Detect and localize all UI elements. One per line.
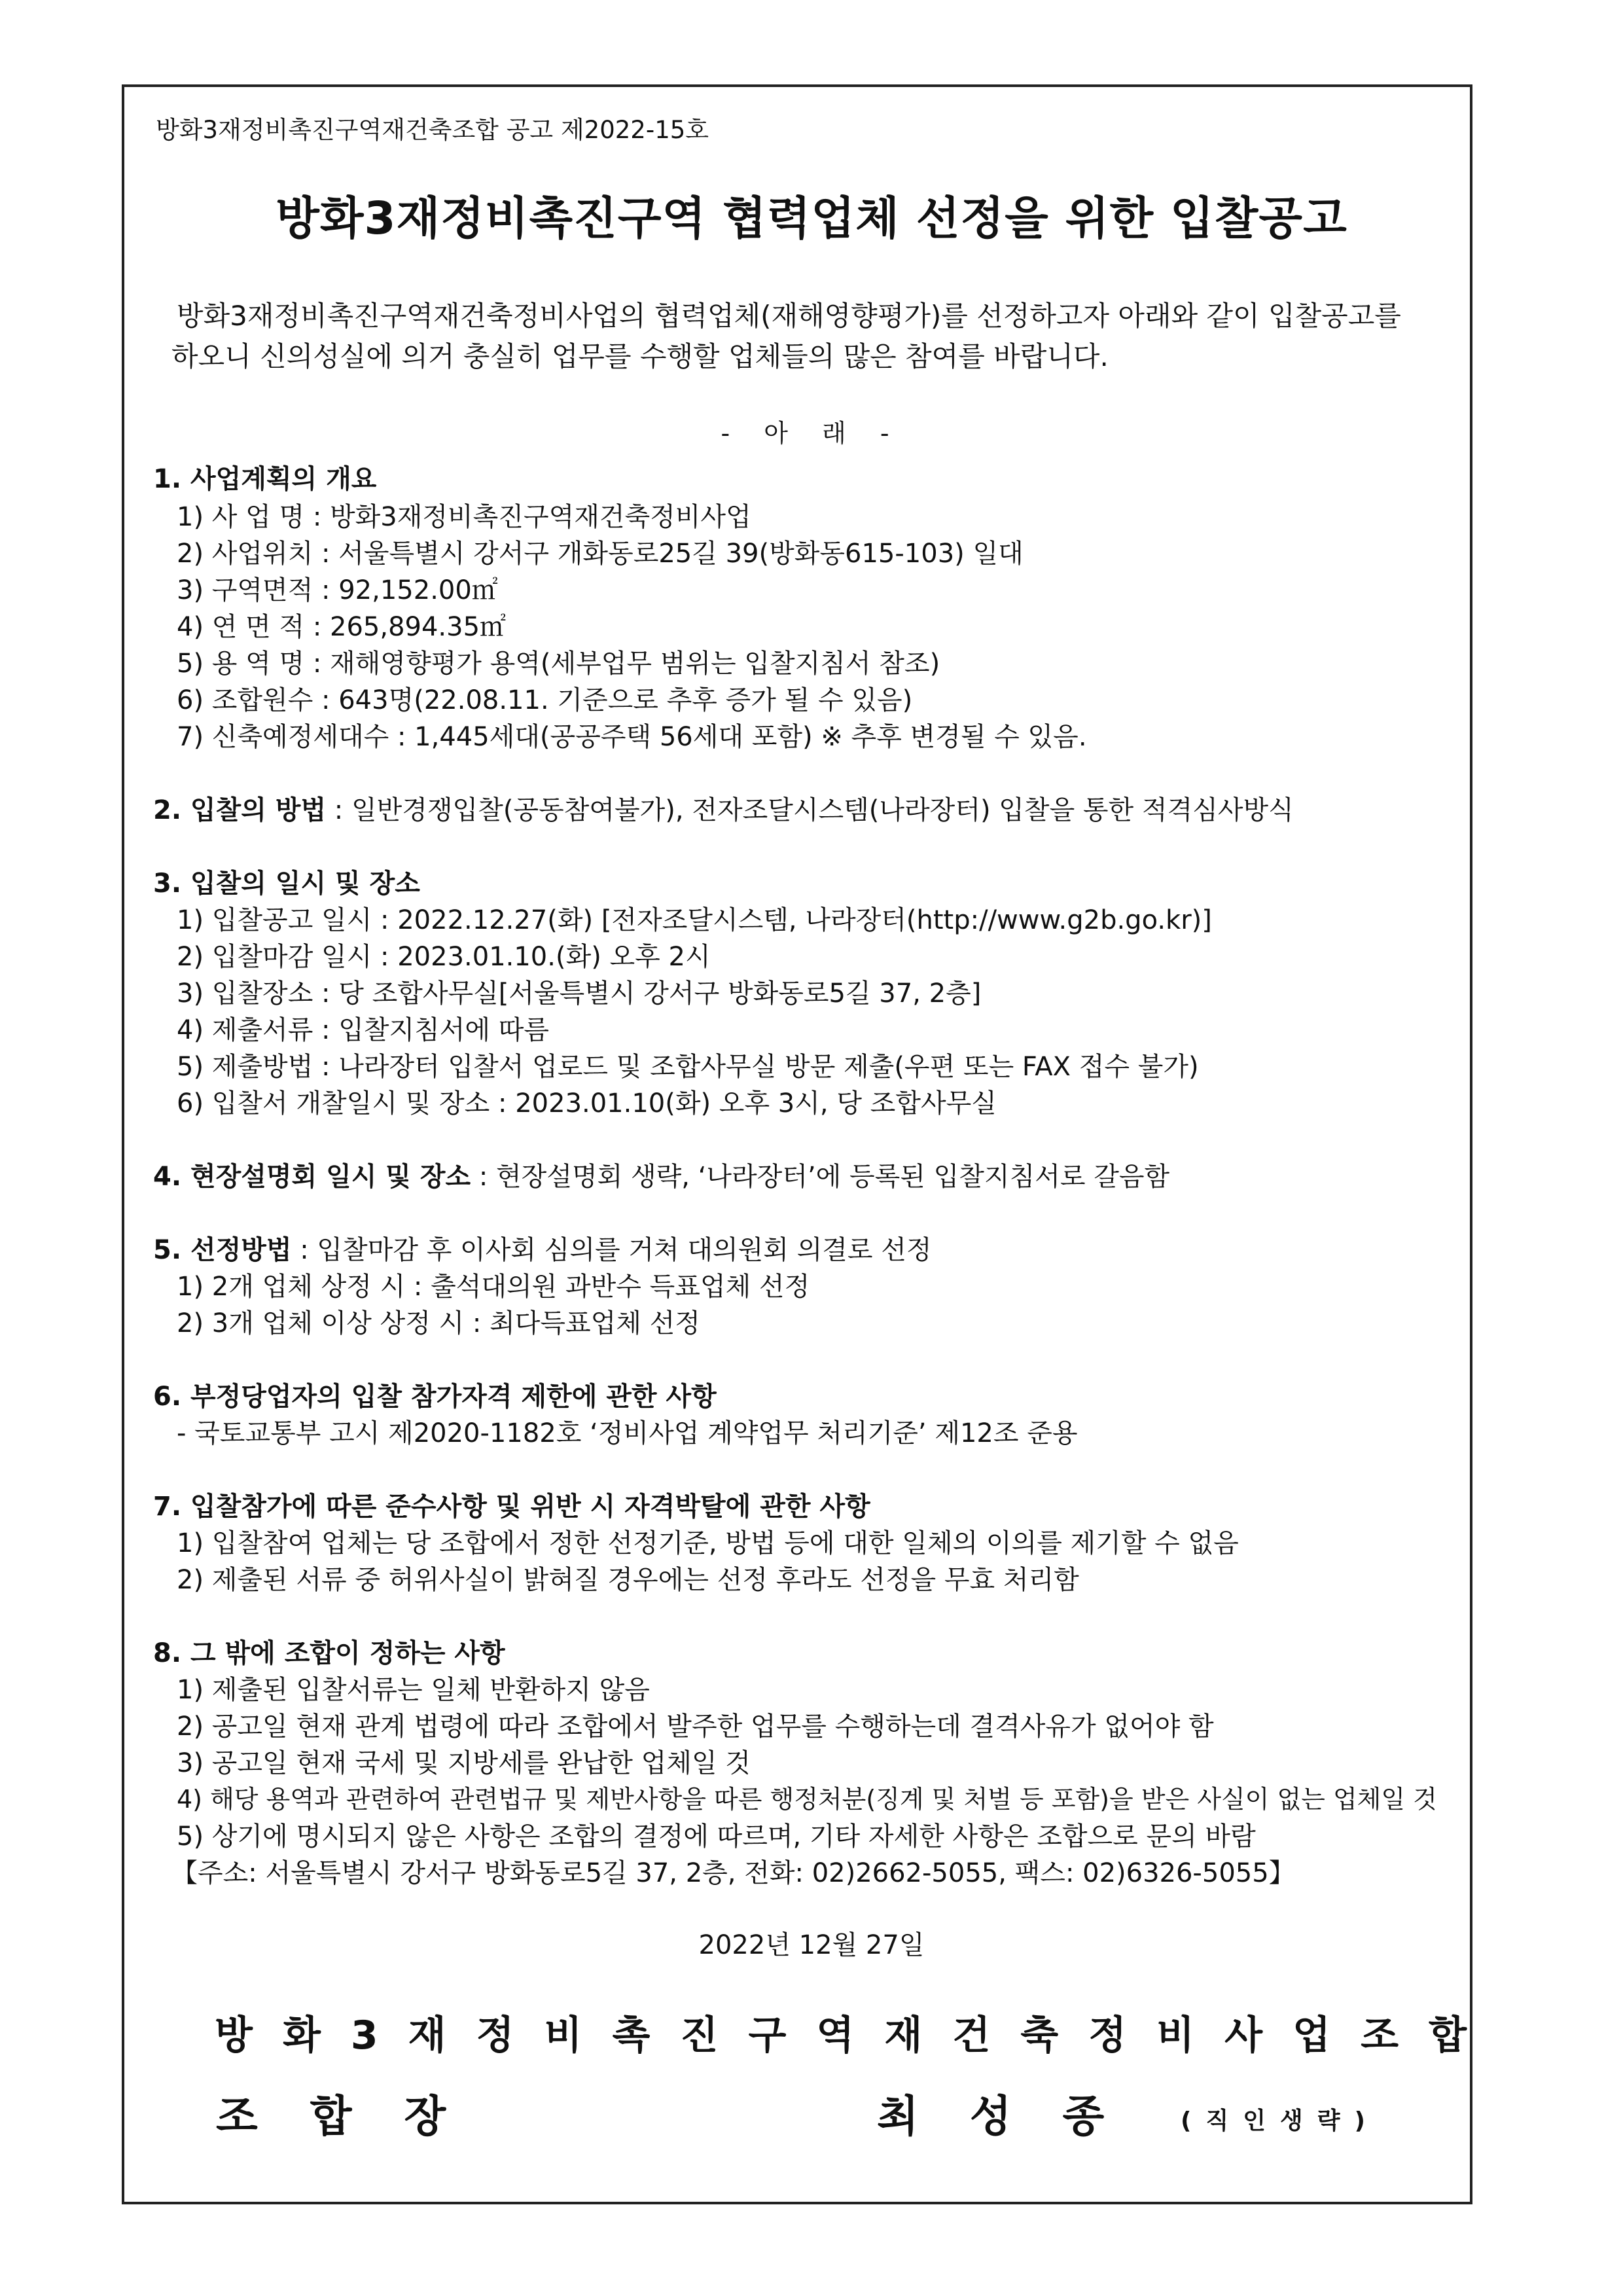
section-2: [153, 789, 1294, 827]
section-6-item: - 국토교통부 고시 제2020-1182호 ‘정비사업 계약업무 처리기준’ 제12조 준용: [177, 1418, 1078, 1448]
section-8-item: 4) 해당 용역과 관련하여 관련법규 및 제반사항을 따른 행정처분(징계 및 처벌 등 포함)을 받은 사실이 없는 업체일 것: [177, 1785, 1437, 1814]
section-3-item: 2) 입찰마감 일시 : 2023.01.10.(화) 오후 2시: [177, 942, 711, 972]
section-2-text: : 일반경쟁입찰(공동참여불가), 전자조달시스템(나라장터) 입찰을 통한 적격심사방식: [326, 795, 1294, 825]
section-1-item: 5) 용 역 명 : 재해영향평가 용역(세부업무 범위는 입찰지침서 참조): [177, 649, 940, 679]
section-4-text: : 현장설명회 생략, ‘나라장터’에 등록된 입찰지침서로 갈음함: [471, 1162, 1170, 1192]
section-8-item: 5) 상기에 명시되지 않은 사항은 조합의 결정에 따르며, 기타 자세한 사항은 조합으로 문의 바람: [177, 1821, 1256, 1852]
signatory-name: 최성종: [877, 2091, 1156, 2142]
section-3-item: 5) 제출방법 : 나라장터 입찰서 업로드 및 조합사무실 방문 제출(우편 또는 FAX 접수 불가): [177, 1052, 1199, 1082]
intro-line-2: 하오니 신의성실에 의거 충실히 업무를 수행할 업체들의 많은 참여를 바랍니다.: [171, 340, 1109, 372]
section-5: [153, 1229, 932, 1266]
section-3-item: 1) 입찰공고 일시 : 2022.12.27(화) [전자조달시스템, 나라장터(http://www.g2b.go.kr)]: [177, 905, 1212, 935]
section-1-heading: 1. 사업계획의 개요: [153, 464, 377, 494]
section-1-item: 6) 조합원수 : 643명(22.08.11. 기준으로 추후 증가 될 수 있음): [177, 685, 913, 715]
section-6-heading: 6. 부정당업자의 입찰 참가자격 제한에 관한 사항: [153, 1382, 717, 1412]
signatory-role: 조합장: [216, 2091, 499, 2142]
section-5-text: : 입찰마감 후 이사회 심의를 거쳐 대의원회 의결로 선정: [291, 1235, 932, 1265]
intro-line-1: 방화3재정비촉진구역재건축정비사업의 협력업체(재해영향평가)를 선정하고자 아래와 같이 입찰공고를: [177, 300, 1401, 332]
section-4-heading: 4. 현장설명회 일시 및 장소: [153, 1162, 471, 1192]
notice-number: 방화3재정비촉진구역재건축조합 공고 제2022-15호: [156, 116, 709, 144]
section-3-item: 6) 입찰서 개찰일시 및 장소 : 2023.01.10(화) 오후 3시, 당 조합사무실: [177, 1088, 997, 1119]
section-7-item: 2) 제출된 서류 중 허위사실이 밝혀질 경우에는 선정 후라도 선정을 무효 처리함: [177, 1565, 1079, 1595]
section-8-item: 3) 공고일 현재 국세 및 지방세를 완납한 업체일 것: [177, 1748, 751, 1778]
section-1-item: 2) 사업위치 : 서울특별시 강서구 개화동로25길 39(방화동615-103) 일대: [177, 539, 1024, 569]
section-3-item: 4) 제출서류 : 입찰지침서에 따름: [177, 1015, 550, 1045]
section-1-item: 3) 구역면적 : 92,152.00㎡: [177, 575, 498, 605]
section-8-item: 2) 공고일 현재 관계 법령에 따라 조합에서 발주한 업무를 수행하는데 결격사유가 없어야 함: [177, 1712, 1214, 1742]
section-7-item: 1) 입찰참여 업체는 당 조합에서 정한 선정기준, 방법 등에 대한 일체의 이의를 제기할 수 없음: [177, 1528, 1239, 1558]
section-1-item: 4) 연 면 적 : 265,894.35㎡: [177, 612, 507, 642]
section-5-item: 1) 2개 업체 상정 시 : 출석대의원 과반수 득표업체 선정: [177, 1272, 810, 1302]
section-8-item: 1) 제출된 입찰서류는 일체 반환하지 않음: [177, 1675, 650, 1705]
section-1-item: 1) 사 업 명 : 방화3재정비촉진구역재건축정비사업: [177, 502, 751, 532]
contact-address: 【주소: 서울특별시 강서구 방화동로5길 37, 2층, 전화: 02)2662-5055, 팩스: 02)6326-5055】: [171, 1858, 1295, 1888]
section-5-item: 2) 3개 업체 이상 상정 시 : 최다득표업체 선정: [177, 1308, 700, 1338]
page-title: 방화3재정비촉진구역 협력업체 선정을 위한 입찰공고: [276, 192, 1347, 245]
notice-date: 2022년 12월 27일: [698, 1930, 925, 1960]
section-3-heading: 3. 입찰의 일시 및 장소: [153, 869, 420, 899]
union-name: 방화3재정비촉진구역재건축정비사업조합: [215, 2013, 1497, 2058]
seal-omitted-note: (직인생략): [1181, 2108, 1380, 2134]
below-label: - 아 래 -: [721, 419, 902, 448]
section-3-item: 3) 입찰장소 : 당 조합사무실[서울특별시 강서구 방화동로5길 37, 2층]: [177, 978, 982, 1009]
section-1-item: 7) 신축예정세대수 : 1,445세대(공공주택 56세대 포함) ※ 추후 변경될 수 있음.: [177, 722, 1087, 752]
section-4: [153, 1156, 1169, 1193]
section-7-heading: 7. 입찰참가에 따른 준수사항 및 위반 시 자격박탈에 관한 사항: [153, 1492, 870, 1522]
section-8-heading: 8. 그 밖에 조합이 정하는 사항: [153, 1638, 505, 1668]
section-5-heading: 5. 선정방법: [153, 1235, 292, 1265]
section-2-heading: 2. 입찰의 방법: [153, 795, 327, 825]
